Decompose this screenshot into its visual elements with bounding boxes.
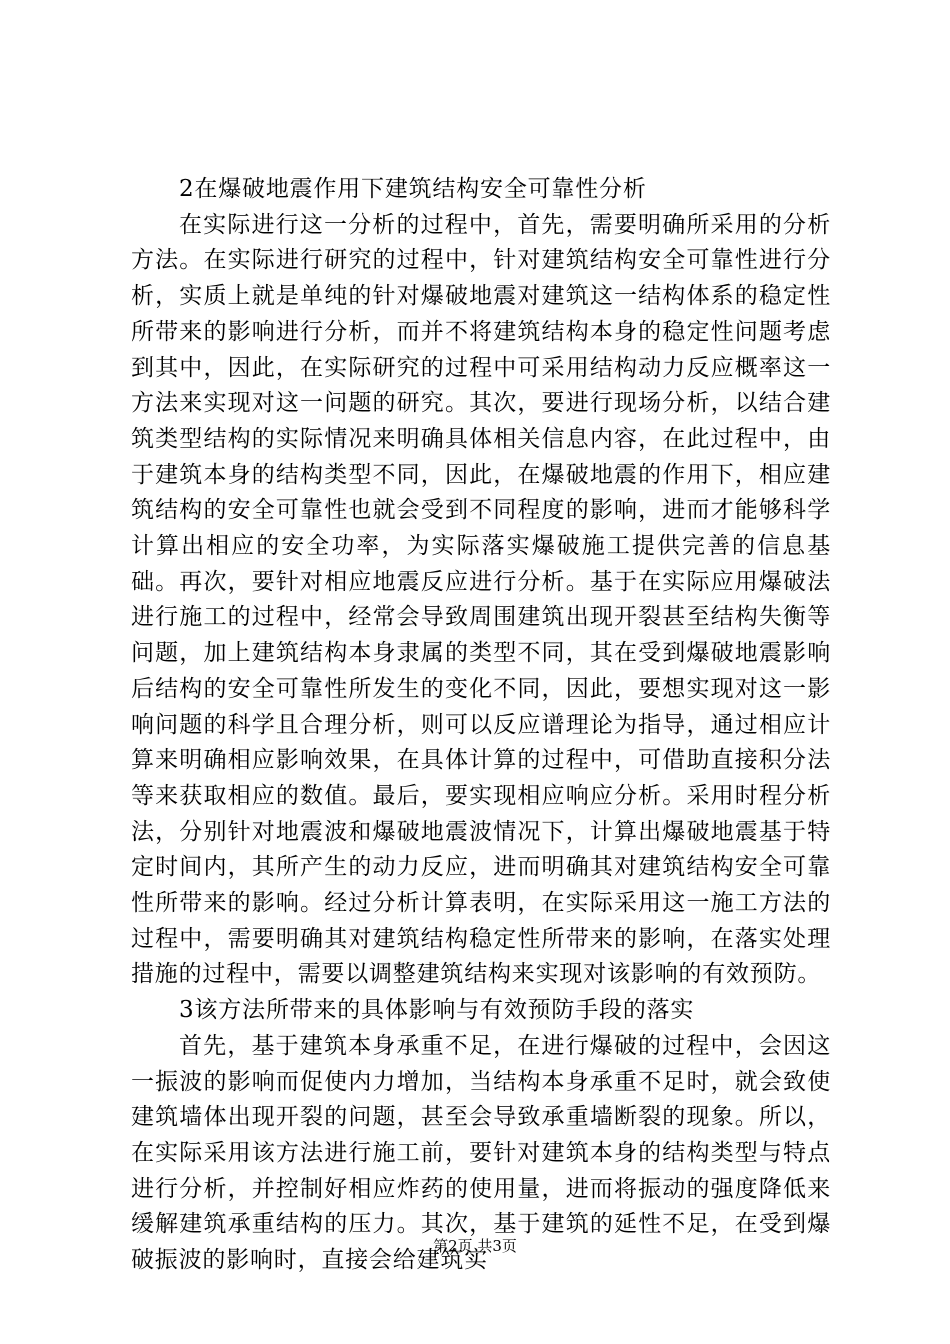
document-body: [131, 172, 831, 1279]
section-heading-3: 3该方法所带来的具体影响与有效预防手段的落实: [179, 997, 695, 1024]
page-footer: 第2页 共3页: [433, 1237, 517, 1255]
section-paragraph-2: 在实际进行这一分析的过程中，首先，需要明确所采用的分析方法。在实际进行研究的过程中，针对建筑结构安全可靠性进行分析，实质上就是单纯的针对爆破地震对建筑这一结构体系的稳定性所带来的影响进行分析，而并不将建筑结构本身的稳定性问题考虑到其中，因此，在实际研究的过程中可采用结构动力反应概率这一方法来实现对这一问题的研究。其次，要进行现场分析，以结合建筑类型结构的实际情况来明确具体相关信息内容，在此过程中，由于建筑本身的结构类型不同，因此，在爆破地震的作用下，相应建筑结构的安全可靠性也就会受到不同程度的影响，进而才能够科学计算出相应的安全功率，为实际落实爆破施工提供完善的信息基础。再次，要针对相应地震反应进行分析。基于在实际应用爆破法进行施工的过程中，经常会导致周围建筑出现开裂甚至结构失衡等问题，加上建筑结构本身隶属的类型不同，其在受到爆破地震影响后结构的安全可靠性所发生的变化不同，因此，要想实现对这一影响问题的科学且合理分析，则可以反应谱理论为指导，通过相应计算来明确相应影响效果，在具体计算的过程中，可借助直接积分法等来获取相应的数值。最后，要实现相应响应分析。采用时程分析法，分别针对地震波和爆破地震波情况下，计算出爆破地震基于特定时间内，其所产生的动力反应，进而明确其对建筑结构安全可靠性所带来的影响。经过分析计算表明，在实际采用这一施工方法的过程中，需要明确其对建筑结构稳定性所带来的影响，在落实处理措施的过程中，需要以调整建筑结构来实现对该影响的有效预防。: [131, 211, 831, 988]
section-paragraph-3: 首先，基于建筑本身承重不足，在进行爆破的过程中，会因这一振波的影响而促使内力增加，当结构本身承重不足时，就会致使建筑墙体出现开裂的问题，甚至会导致承重墙断裂的现象。所以，在实际采用该方法进行施工前，要针对建筑本身的结构类型与特点进行分析，并控制好相应炸药的使用量，进而将振动的强度降低来缓解建筑承重结构的压力。其次，基于建筑的延性不足，在受到爆破振波的影响时，直接会给建筑实: [131, 1032, 831, 1274]
section-heading-2: 2在爆破地震作用下建筑结构安全可靠性分析: [179, 176, 647, 202]
